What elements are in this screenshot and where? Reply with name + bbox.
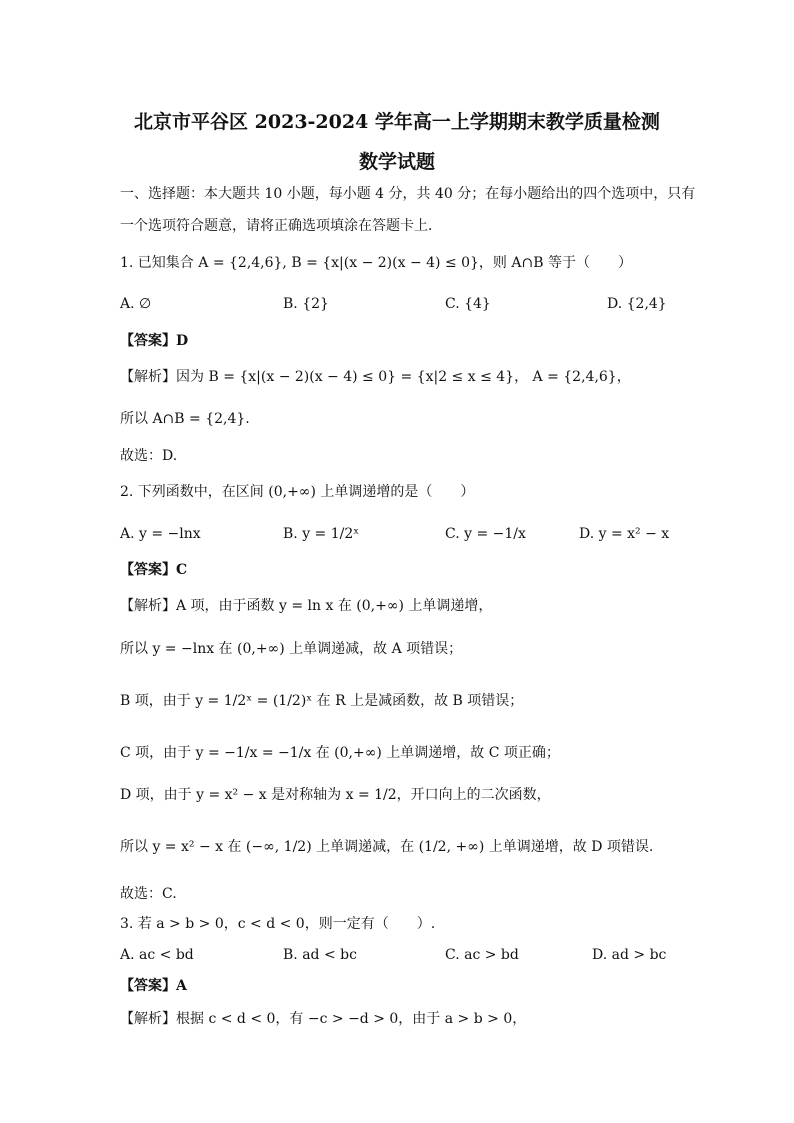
q1-explanation-3: 故选：D. [120,448,178,464]
q2-explanation-2: 所以 y = −lnx 在 (0,+∞) 上单调递减，故 A 项错误； [120,641,463,657]
q3-option-c: C. ac > bd [445,947,519,963]
q1-explanation-2: 所以 A∩B = {2,4}. [120,411,250,427]
q3-stem: 3. 若 a > b > 0，c < d < 0，则一定有（ ）. [120,916,436,932]
q2-answer: 【答案】C [120,562,188,578]
q3-option-a: A. ac < bd [120,947,194,963]
q3-explanation-1: 【解析】根据 c < d < 0，有 −c > −d > 0，由于 a > b > 0， [120,1011,527,1027]
q2-option-a: A. y = −lnx [120,526,201,542]
q2-option-c: C. y = −1/x [445,526,526,542]
q2-explanation-4: C 项，由于 y = −1/x = −1/x 在 (0,+∞) 上单调递增，故 C 项正确； [120,745,560,761]
q1-option-d: D. {2,4} [607,296,667,312]
q2-explanation-5: D 项，由于 y = x² − x 是对称轴为 x = 1/2，开口向上的二次函数， [120,787,551,803]
q1-option-a: A. ∅ [120,296,152,312]
q1-option-b: B. {2} [283,296,329,312]
q1-stem: 1. 已知集合 A = {2,4,6}, B = {x|(x − 2)(x − 4) ≤ 0}，则 A∩B 等于（ ） [120,255,632,271]
q1-option-c: C. {4} [445,296,491,312]
q2-explanation-6: 所以 y = x² − x 在 (−∞, 1/2) 上单调递减，在 (1/2, +∞) 上单调递增，故 D 项错误. [120,839,654,855]
q1-answer: 【答案】D [120,333,189,349]
exam-title: 北京市平谷区 2023-2024 学年高一上学期期末教学质量检测 [134,111,660,133]
q3-option-b: B. ad < bc [283,947,357,963]
q2-option-b: B. y = 1/2ˣ [283,526,360,542]
q2-option-d: D. y = x² − x [579,526,670,542]
q2-stem: 2. 下列函数中，在区间 (0,+∞) 上单调递增的是（ ） [120,484,475,500]
q2-explanation-1: 【解析】A 项，由于函数 y = ln x 在 (0,+∞) 上单调递增， [120,598,493,614]
q2-explanation-3: B 项，由于 y = 1/2ˣ = (1/2)ˣ 在 R 上是减函数，故 B 项错误； [120,693,524,709]
q2-explanation-7: 故选：C. [120,886,177,902]
section-instruction-line2: 一个选项符合题意，请将正确选项填涂在答题卡上． [120,218,442,234]
q1-explanation-1: 【解析】因为 B = {x|(x − 2)(x − 4) ≤ 0} = {x|2 ≤ x ≤ 4}， A = {2,4,6}， [120,369,631,385]
exam-subtitle: 数学试题 [358,151,435,173]
q3-option-d: D. ad > bc [592,947,667,963]
section-instruction-line1: 一、选择题：本大题共 10 小题，每小题 4 分，共 40 分；在每小题给出的四个选项中，只有 [120,186,696,202]
q3-answer: 【答案】A [120,978,187,994]
